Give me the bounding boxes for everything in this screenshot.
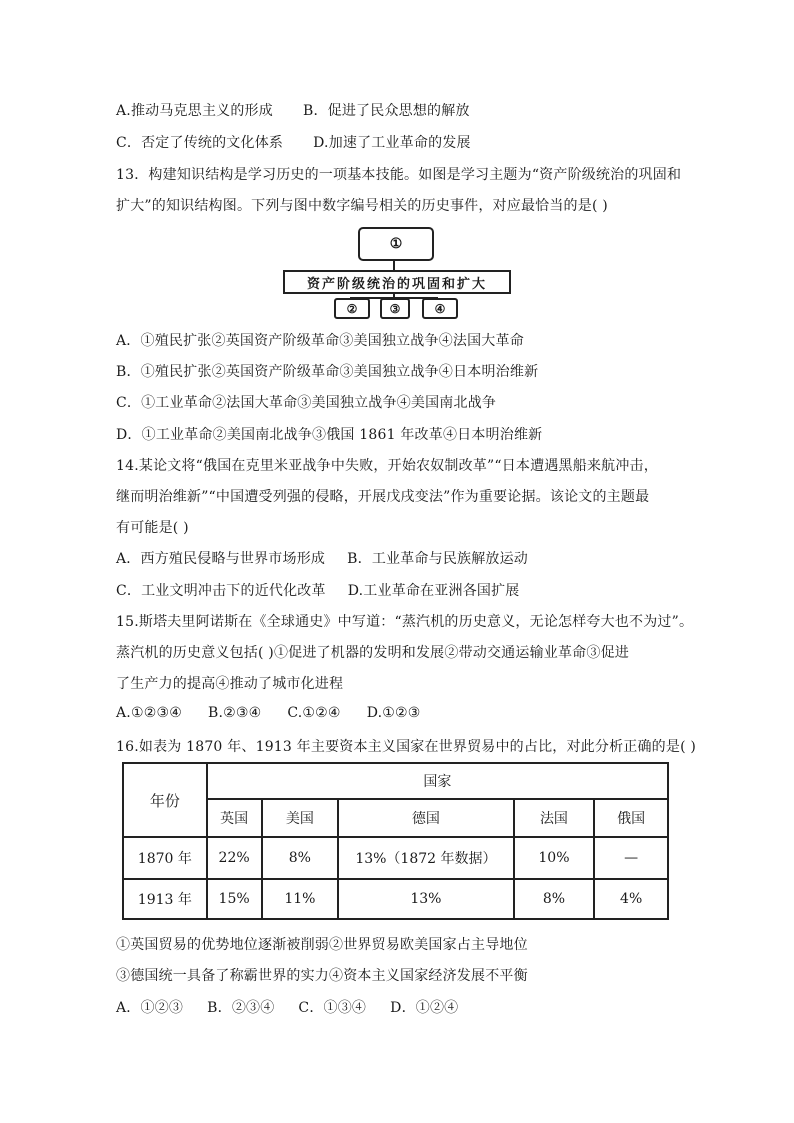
q12-option-c: C．否定了传统的文化体系 <box>116 135 284 151</box>
value-cell: 15% <box>207 879 262 919</box>
q15-option-a: A.①②③④ <box>116 705 182 721</box>
q15-option-c: C.①②④ <box>287 705 341 721</box>
q14-option-a: A．西方殖民侵略与世界市场形成 <box>116 551 326 567</box>
q12-options-row-1 <box>116 100 470 120</box>
year-cell: 1870 年 <box>123 837 207 879</box>
value-cell: 4% <box>594 879 668 919</box>
q16-option-a: A．①②③ <box>116 1000 184 1016</box>
diagram-bottom-box-3: ③ <box>380 298 410 319</box>
knowledge-structure-diagram <box>283 225 513 320</box>
diagram-center-box: 资产阶级统治的巩固和扩大 <box>283 270 511 294</box>
country-cell: 法国 <box>514 799 595 837</box>
country-cell: 德国 <box>338 799 513 837</box>
q13-stem-line-1: 13．构建知识结构是学习历史的一项基本技能。如图是学习主题为“资产阶级统治的巩固和 <box>116 167 682 183</box>
trade-share-table <box>122 762 669 920</box>
value-cell: 8% <box>514 879 595 919</box>
q13-option-d: D．①工业革命②美国南北战争③俄国 1861 年改革④日本明治维新 <box>116 427 543 443</box>
table-header-row <box>123 763 668 799</box>
q14-stem-line-2: 继而明治维新”“中国遭受列强的侵略，开展戊戌变法”作为重要论据。该论文的主题最 <box>116 489 650 505</box>
q16-items-line-2: ③德国统一具备了称霸世界的实力④资本主义国家经济发展不平衡 <box>116 968 528 984</box>
q13-stem-line-2: 扩大”的知识结构图。下列与图中数字编号相关的历史事件，对应最恰当的是( ) <box>116 198 608 214</box>
q15-stem-line-2: 蒸汽机的历史意义包括( )①促进了机器的发明和发展②带动交通运输业革命③促进 <box>116 645 629 661</box>
q14-option-c: C．工业文明冲击下的近代化改革 <box>116 583 326 599</box>
table-row <box>123 879 668 919</box>
q15-option-b: B.②③④ <box>207 705 262 721</box>
diagram-top-box: ① <box>358 227 434 261</box>
q12-option-a: A.推动马克思主义的形成 <box>116 103 273 119</box>
diagram-bottom-box-2: ② <box>334 298 370 319</box>
country-header-cell: 国家 <box>207 763 668 799</box>
value-cell: 8% <box>262 837 339 879</box>
country-cell: 美国 <box>262 799 339 837</box>
q15-stem-line-3: 了生产力的提高④推动了城市化进程 <box>116 676 344 692</box>
q14-stem-line-1: 14.某论文将“俄国在克里米亚战争中失败，开始农奴制改革”“日本遭遇黑船来航冲击， <box>116 458 658 474</box>
q15-options-row <box>116 705 421 721</box>
country-cell: 俄国 <box>594 799 668 837</box>
q14-option-b: B．工业革命与民族解放运动 <box>347 551 529 567</box>
q12-option-b: B．促进了民众思想的解放 <box>302 103 470 119</box>
q16-items-line-1: ①英国贸易的优势地位逐渐被削弱②世界贸易欧美国家占主导地位 <box>116 937 528 953</box>
q13-option-b: B．①殖民扩张②英国资产阶级革命③美国独立战争④日本明治维新 <box>116 364 539 380</box>
value-cell: 13% <box>338 879 513 919</box>
q13-option-c: C．①工业革命②法国大革命③美国独立战争④美国南北战争 <box>116 395 497 411</box>
q16-stem: 16.如表为 1870 年、1913 年主要资本主义国家在世界贸易中的占比，对此分析正确的是( ) <box>116 739 697 755</box>
year-header-cell: 年份 <box>123 763 207 837</box>
value-cell: 10% <box>514 837 595 879</box>
table-row <box>123 837 668 879</box>
q14-option-d: D.工业革命在亚洲各国扩展 <box>347 583 520 599</box>
value-cell: 11% <box>262 879 339 919</box>
value-cell: — <box>594 837 668 879</box>
q12-options-row-2 <box>116 132 471 152</box>
q15-stem-line-1: 15.斯塔夫里阿诺斯在《全球通史》中写道：“蒸汽机的历史意义，无论怎样夸大也不为过”。 <box>116 614 694 630</box>
q12-option-d: D.加速了工业革命的发展 <box>313 135 471 151</box>
q16-option-d: D．①②④ <box>390 1000 459 1016</box>
value-cell: 22% <box>207 837 262 879</box>
q14-options-row-1 <box>116 548 528 568</box>
q14-stem-line-3: 有可能是( ) <box>116 520 189 536</box>
q15-option-d: D.①②③ <box>366 705 421 721</box>
q16-option-b: B．②③④ <box>207 1000 275 1016</box>
value-cell: 13%（1872 年数据） <box>338 837 513 879</box>
diagram-bottom-box-4: ④ <box>422 298 458 319</box>
q16-option-c: C．①③④ <box>298 1000 367 1016</box>
q13-option-a: A．①殖民扩张②英国资产阶级革命③美国独立战争④法国大革命 <box>116 333 524 349</box>
year-cell: 1913 年 <box>123 879 207 919</box>
diagram-connector-top <box>393 259 395 270</box>
q14-options-row-2 <box>116 580 520 600</box>
country-cell: 英国 <box>207 799 262 837</box>
q16-options-row <box>116 997 458 1017</box>
